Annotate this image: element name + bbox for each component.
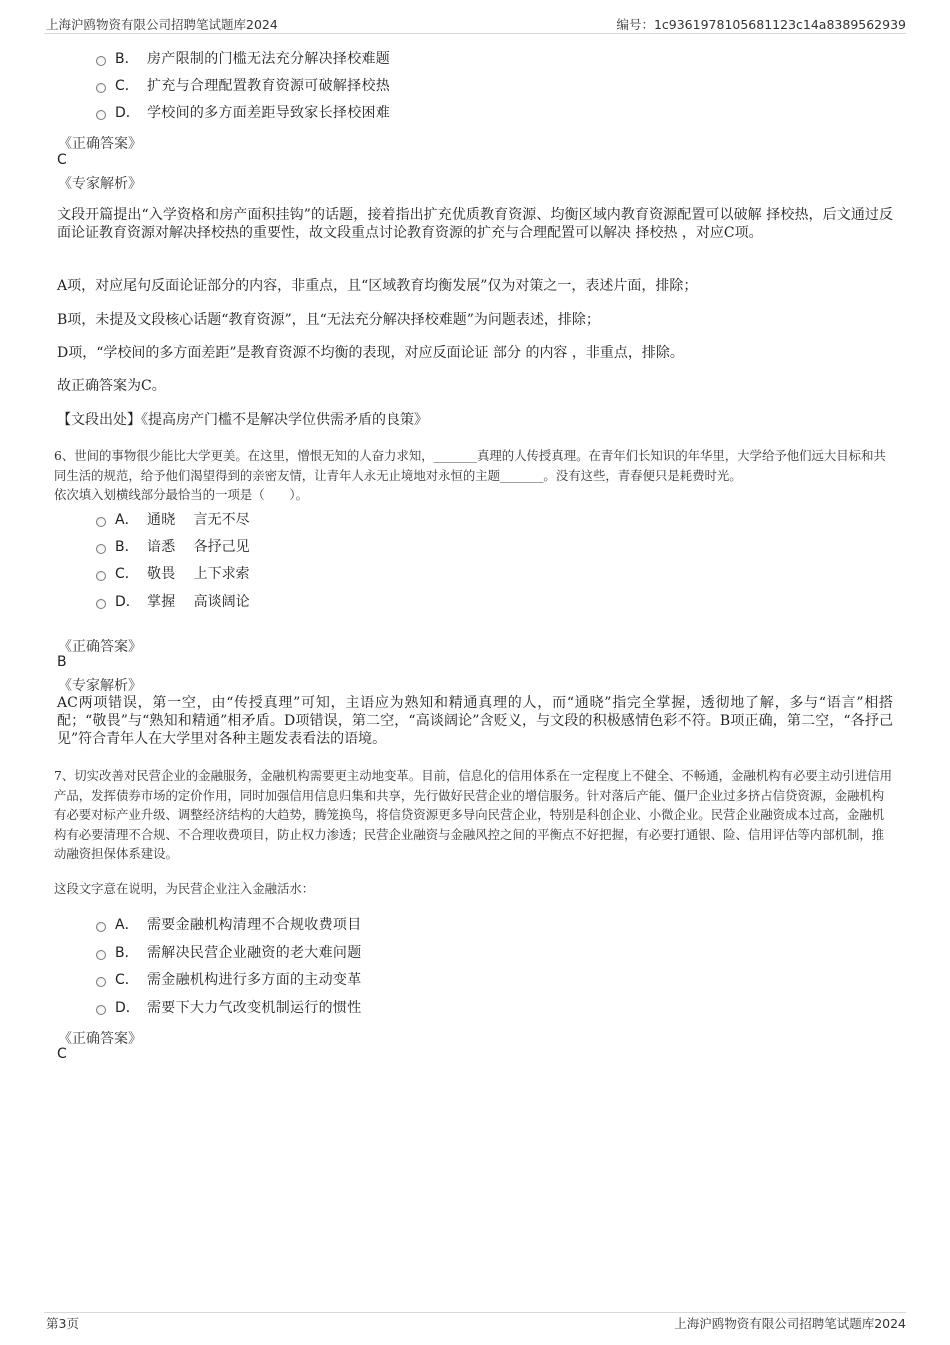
option-letter: A． (115, 917, 139, 933)
radio-icon[interactable] (96, 950, 106, 960)
q5-option-d[interactable] (96, 101, 390, 123)
radio-icon[interactable] (96, 517, 106, 527)
option-text: 需金融机构进行多方面的主动变革 (147, 972, 362, 988)
option-letter: B． (115, 51, 139, 67)
option-text: 各抒己见 (193, 539, 250, 555)
q7-prompt: 这段文字意在说明，为民营企业注入金融活水： (54, 881, 315, 896)
option-letter: D． (115, 594, 140, 610)
option-letter: C． (115, 78, 139, 94)
q5-source: 【文段出处】《提高房产门槛不是解决学位供需矛盾的良策》 (57, 412, 428, 428)
q7-option-a[interactable] (96, 913, 362, 935)
q5-analysis-a: A项，对应尾句反面论证部分的内容，非重点，且“区域教育均衡发展”仅为对策之一，表述片面，排除； (57, 278, 698, 294)
header-title: 上海沪鸥物资有限公司招聘笔试题库2024 (46, 17, 278, 32)
q5-answer: C (57, 152, 67, 168)
page-number: 第3页 (46, 1316, 79, 1331)
option-text: 房产限制的门槛无法充分解决择校难题 (147, 51, 391, 67)
radio-icon[interactable] (96, 83, 106, 93)
q5-analysis-d: D项，“学校间的多方面差距”是教育资源不均衡的表现，对应反面论证 部分 的内容 ，非重点，排除。 (57, 345, 684, 361)
option-letter: B． (115, 945, 139, 961)
radio-icon[interactable] (96, 977, 106, 987)
q6-analysis-label: 《专家解析》 (58, 678, 142, 694)
footer-divider (44, 1312, 906, 1313)
option-letter: B． (115, 539, 139, 555)
radio-icon[interactable] (96, 110, 106, 120)
q7-option-d[interactable] (96, 996, 362, 1018)
option-text: 扩充与合理配置教育资源可破解择校热 (147, 78, 391, 94)
radio-icon[interactable] (96, 544, 106, 554)
q5-answer-label: 《正确答案》 (58, 136, 142, 152)
q6-answer: B (57, 654, 67, 670)
option-letter: D． (115, 1000, 140, 1016)
radio-icon[interactable] (96, 922, 106, 932)
option-text: 上下求索 (193, 566, 250, 582)
option-letter: D． (115, 105, 140, 121)
option-text: 通晓 (147, 512, 176, 528)
q7-answer-label: 《正确答案》 (58, 1031, 142, 1047)
q7-option-c[interactable] (96, 968, 362, 990)
q5-option-c[interactable] (96, 74, 390, 96)
option-text: 掌握 (147, 594, 176, 610)
option-text: 高谈阔论 (193, 594, 250, 610)
radio-icon[interactable] (96, 56, 106, 66)
q5-analysis-label: 《专家解析》 (58, 176, 142, 192)
q7-option-b[interactable] (96, 941, 362, 963)
option-text: 言无不尽 (193, 512, 250, 528)
q6-stem: 6、世间的事物很少能比大学更美。在这里，憎恨无知的人奋力求知，_______真理的人传授真理。在青年们长知识的年华里，大学给予他们远大目标和共同生活的规范，给予他们渴望得到的亲密友情，让青年人永无止境地对永恒的主题_______。没有这些，青春便只是耗费时光。 (54, 448, 886, 483)
q6-option-c[interactable] (96, 562, 250, 584)
q5-analysis-b: B项，未提及文段核心话题“教育资源”，且“无法充分解决择校难题”为问题表述，排除； (57, 312, 600, 328)
option-text: 敬畏 (147, 566, 176, 582)
header-serial: 编号：1c9361978105681123c14a8389562939 (616, 17, 906, 32)
option-text: 需要金融机构清理不合规收费项目 (147, 917, 362, 933)
radio-icon[interactable] (96, 599, 106, 609)
q5-analysis-paragraph: 文段开篇提出“入学资格和房产面积挂钩”的话题，接着指出扩充优质教育资源、均衡区域内教育资源配置可以破解 择校热，后文通过反面论证教育资源对解决择校热的重要性，故文段重点讨论教育资源的扩充与合理配置可以解决 择校热 ，对应C项。 (57, 207, 893, 241)
q6-answer-label: 《正确答案》 (58, 639, 142, 655)
header-divider (44, 33, 906, 34)
option-letter: C． (115, 566, 139, 582)
footer-title: 上海沪鸥物资有限公司招聘笔试题库2024 (674, 1316, 906, 1331)
q6-option-d[interactable] (96, 590, 250, 612)
option-text: 谙悉 (147, 539, 176, 555)
option-text: 需解决民营企业融资的老大难问题 (147, 945, 362, 961)
radio-icon[interactable] (96, 571, 106, 581)
q6-option-b[interactable] (96, 535, 250, 557)
option-letter: A． (115, 512, 139, 528)
option-letter: C． (115, 972, 139, 988)
q6-analysis: AC两项错误，第一空，由“传授真理”可知，主语应为熟知和精通真理的人，而“通晓”指完全掌握，透彻地了解，多与“语言”相搭配；“敬畏”与“熟知和精通”相矛盾。D项错误，第二空，“高谈阔论”含贬义，与文段的积极感情色彩不符。B项正确，第二空，“各抒己见”符合青年人在大学里对各种主题发表看法的语境。 (57, 695, 893, 747)
radio-icon[interactable] (96, 1005, 106, 1015)
option-text: 需要下大力气改变机制运行的惯性 (147, 1000, 362, 1016)
q6-prompt: 依次填入划横线部分最恰当的一项是（ ）。 (54, 487, 309, 502)
q7-stem: 7、切实改善对民营企业的金融服务，金融机构需要更主动地变革。目前，信息化的信用体系在一定程度上不健全、不畅通，金融机构有必要主动引进信用产品，发挥债券市场的定价作用，同时加强信用信息归集和共享，先行做好民营企业的增信服务。针对落后产能、僵尸企业过多挤占信贷资源，金融机构有必要对标产业升级、调整经济结构的大趋势，腾笼换鸟，将信贷资源更多导向民营企业，特别是科创企业、小微企业。民营企业融资成本过高，金融机构有必要清理不合规、不合理收费项目，防止权力渗透；民营企业融资与金融风控之间的平衡点不好把握，有必要打通银、险、信用评估等内部机制，推动融资担保体系建设。 (54, 768, 893, 862)
option-text: 学校间的多方面差距导致家长择校困难 (147, 105, 391, 121)
q7-answer: C (57, 1046, 67, 1062)
q5-option-b[interactable] (96, 47, 390, 69)
q6-option-a[interactable] (96, 508, 250, 530)
q5-analysis-conclusion: 故正确答案为C。 (57, 378, 166, 394)
